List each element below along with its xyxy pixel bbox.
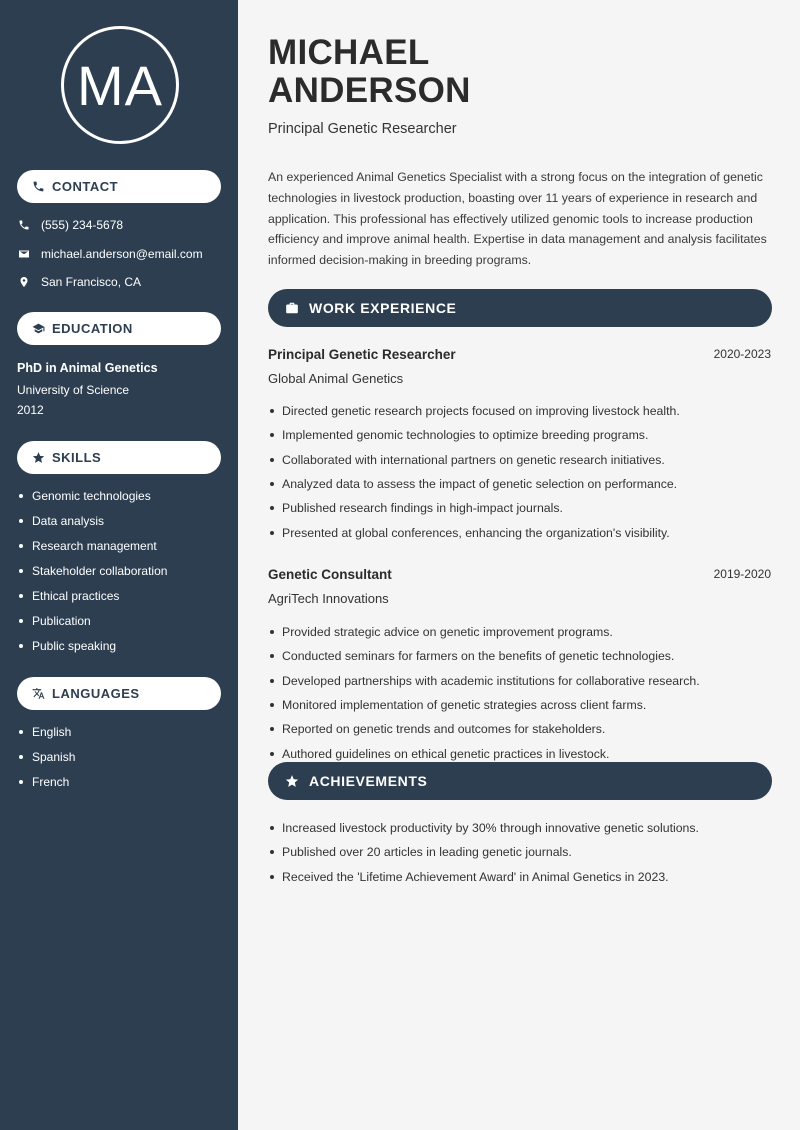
briefcase-icon xyxy=(284,300,300,316)
skill-item: Stakeholder collaboration xyxy=(17,558,167,583)
skill-item: Data analysis xyxy=(17,508,167,533)
job-bullets xyxy=(268,620,772,766)
education-school: University of Science xyxy=(17,383,130,397)
job-bullet: Developed partnerships with academic institutions for collaborative research. xyxy=(268,669,772,693)
job-bullet: Published research findings in high-impact journals. xyxy=(268,496,772,520)
skill-item: Ethical practices xyxy=(17,583,167,608)
job-title-headline: Principal Genetic Researcher xyxy=(268,121,457,137)
contact-heading xyxy=(17,170,221,203)
education-heading xyxy=(17,312,221,345)
job-company: Global Animal Genetics xyxy=(268,371,404,386)
contact-phone xyxy=(17,218,123,232)
languages-heading xyxy=(17,677,221,710)
job-title: Principal Genetic Researcher xyxy=(268,347,456,362)
skill-item: Research management xyxy=(17,533,167,558)
phone-icon xyxy=(31,180,45,194)
star-icon xyxy=(284,773,300,789)
graduation-cap-icon xyxy=(31,322,45,336)
location-text: San Francisco, CA xyxy=(41,275,142,289)
job-company: AgriTech Innovations xyxy=(268,591,389,606)
job-bullet: Analyzed data to assess the impact of genetic selection on performance. xyxy=(268,472,772,496)
job-bullet: Collaborated with international partners on genetic research initiatives. xyxy=(268,448,772,472)
job-bullet: Provided strategic advice on genetic improvement programs. xyxy=(268,620,772,644)
job-bullet: Implemented genomic technologies to optimize breeding programs. xyxy=(268,423,772,447)
language-item: Spanish xyxy=(17,744,75,769)
job-dates: 2020-2023 xyxy=(713,347,771,361)
job-bullet: Reported on genetic trends and outcomes for stakeholders. xyxy=(268,717,772,741)
candidate-name xyxy=(268,34,471,110)
phone-icon xyxy=(17,219,31,231)
profile-summary: An experienced Animal Genetics Specialist with a strong focus on the integration of genetic technologies in livestock production, boasting over 11 years of experience in research and application. This professional has effectively utilized genomic tools to increase production efficiency and improve animal health. Expertise in data management and analysis facilitates informed decision-making in breeding programs. xyxy=(268,170,767,268)
job-bullet: Authored guidelines on ethical genetic practices in livestock. xyxy=(268,741,772,765)
skills-heading xyxy=(17,441,221,474)
location-pin-icon xyxy=(17,276,31,288)
job-bullet: Directed genetic research projects focused on improving livestock health. xyxy=(268,399,772,423)
languages-list xyxy=(17,719,75,794)
language-item: English xyxy=(17,719,75,744)
skills-heading-label: SKILLS xyxy=(52,450,102,465)
contact-heading-label: CONTACT xyxy=(52,179,119,194)
achievements-list xyxy=(268,816,772,889)
work-experience-heading-label: WORK EXPERIENCE xyxy=(309,300,457,316)
language-item: French xyxy=(17,769,75,794)
skill-item: Public speaking xyxy=(17,633,167,658)
job-bullet: Conducted seminars for farmers on the benefits of genetic technologies. xyxy=(268,644,772,668)
work-experience-heading xyxy=(268,289,772,327)
name-line-last: ANDERSON xyxy=(268,71,471,110)
achievement-item: Received the 'Lifetime Achievement Award' in Animal Genetics in 2023. xyxy=(268,865,772,889)
phone-text: (555) 234-5678 xyxy=(41,218,124,232)
job-bullet: Monitored implementation of genetic strategies across client farms. xyxy=(268,693,772,717)
monogram-avatar: MA xyxy=(61,26,179,144)
achievement-item: Increased livestock productivity by 30% through innovative genetic solutions. xyxy=(268,816,772,840)
sidebar xyxy=(0,0,238,1130)
education-degree: PhD in Animal Genetics xyxy=(17,361,158,375)
translate-icon xyxy=(31,687,45,701)
mail-icon xyxy=(17,248,31,260)
job-bullet: Presented at global conferences, enhancing the organization's visibility. xyxy=(268,520,772,544)
skills-list xyxy=(17,483,167,658)
star-icon xyxy=(31,451,45,465)
contact-email xyxy=(17,247,203,261)
job-dates: 2019-2020 xyxy=(713,567,771,581)
contact-location xyxy=(17,275,141,289)
skill-item: Publication xyxy=(17,608,167,633)
skill-item: Genomic technologies xyxy=(17,483,167,508)
languages-heading-label: LANGUAGES xyxy=(52,686,140,701)
job-bullets xyxy=(268,399,772,545)
education-heading-label: EDUCATION xyxy=(52,321,133,336)
achievement-item: Published over 20 articles in leading genetic journals. xyxy=(268,840,772,864)
email-text: michael.anderson@email.com xyxy=(41,247,203,261)
job-title: Genetic Consultant xyxy=(268,567,392,582)
name-line-first: MICHAEL xyxy=(268,33,430,72)
education-year: 2012 xyxy=(17,403,44,417)
achievements-heading xyxy=(268,762,772,800)
achievements-heading-label: ACHIEVEMENTS xyxy=(309,773,428,789)
